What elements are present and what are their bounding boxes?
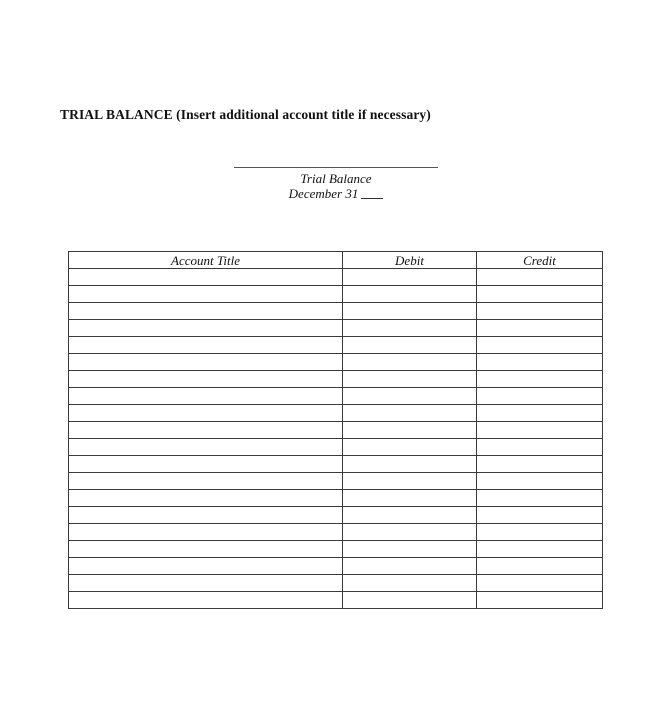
credit-cell[interactable] [477,439,603,456]
table-row [69,473,603,490]
debit-cell[interactable] [343,592,477,609]
credit-cell[interactable] [477,473,603,490]
table-row [69,541,603,558]
table-row [69,303,603,320]
column-header-credit: Credit [477,252,603,269]
credit-cell[interactable] [477,405,603,422]
report-date-text: December 31 [288,186,359,201]
table-row [69,507,603,524]
account-title-cell[interactable] [69,371,343,388]
credit-cell[interactable] [477,422,603,439]
credit-cell[interactable] [477,371,603,388]
trial-balance-table [68,251,603,609]
debit-cell[interactable] [343,541,477,558]
account-title-cell[interactable] [69,524,343,541]
credit-cell[interactable] [477,337,603,354]
table-body [69,269,603,609]
account-title-cell[interactable] [69,558,343,575]
credit-cell[interactable] [477,507,603,524]
account-title-cell[interactable] [69,286,343,303]
credit-cell[interactable] [477,490,603,507]
credit-cell[interactable] [477,558,603,575]
table-row [69,371,603,388]
account-title-cell[interactable] [69,405,343,422]
table-row [69,439,603,456]
table-row [69,286,603,303]
table-row [69,269,603,286]
table-header-row [69,252,603,269]
account-title-cell[interactable] [69,456,343,473]
table-row [69,558,603,575]
table-row [69,337,603,354]
debit-cell[interactable] [343,490,477,507]
table-row [69,354,603,371]
debit-cell[interactable] [343,303,477,320]
credit-cell[interactable] [477,269,603,286]
table-row [69,456,603,473]
year-blank-line [361,198,383,199]
debit-cell[interactable] [343,286,477,303]
account-title-cell[interactable] [69,507,343,524]
table-row [69,405,603,422]
debit-cell[interactable] [343,337,477,354]
column-header-debit: Debit [343,252,477,269]
debit-cell[interactable] [343,405,477,422]
table-row [69,422,603,439]
table-row [69,524,603,541]
debit-cell[interactable] [343,371,477,388]
debit-cell[interactable] [343,422,477,439]
credit-cell[interactable] [477,592,603,609]
report-date [234,186,438,202]
account-title-cell[interactable] [69,354,343,371]
credit-cell[interactable] [477,456,603,473]
account-title-cell[interactable] [69,439,343,456]
credit-cell[interactable] [477,388,603,405]
account-title-cell[interactable] [69,388,343,405]
account-title-cell[interactable] [69,490,343,507]
account-title-cell[interactable] [69,303,343,320]
account-title-cell[interactable] [69,320,343,337]
debit-cell[interactable] [343,388,477,405]
table-row [69,592,603,609]
account-title-cell[interactable] [69,269,343,286]
debit-cell[interactable] [343,269,477,286]
account-title-cell[interactable] [69,575,343,592]
debit-cell[interactable] [343,558,477,575]
debit-cell[interactable] [343,507,477,524]
report-title: Trial Balance [300,171,372,186]
credit-cell[interactable] [477,524,603,541]
credit-cell[interactable] [477,354,603,371]
page-heading: TRIAL BALANCE (Insert additional account title if necessary) [60,107,431,122]
debit-cell[interactable] [343,354,477,371]
credit-cell[interactable] [477,303,603,320]
credit-cell[interactable] [477,575,603,592]
account-title-cell[interactable] [69,541,343,558]
debit-cell[interactable] [343,524,477,541]
credit-cell[interactable] [477,286,603,303]
debit-cell[interactable] [343,575,477,592]
table-row [69,388,603,405]
account-title-cell[interactable] [69,592,343,609]
debit-cell[interactable] [343,473,477,490]
account-title-cell[interactable] [69,473,343,490]
debit-cell[interactable] [343,456,477,473]
table-row [69,575,603,592]
credit-cell[interactable] [477,541,603,558]
debit-cell[interactable] [343,439,477,456]
table-row [69,320,603,337]
account-title-cell[interactable] [69,337,343,354]
company-name-blank-line [234,167,438,168]
account-title-cell[interactable] [69,422,343,439]
debit-cell[interactable] [343,320,477,337]
column-header-account-title: Account Title [69,252,343,269]
table-row [69,490,603,507]
credit-cell[interactable] [477,320,603,337]
